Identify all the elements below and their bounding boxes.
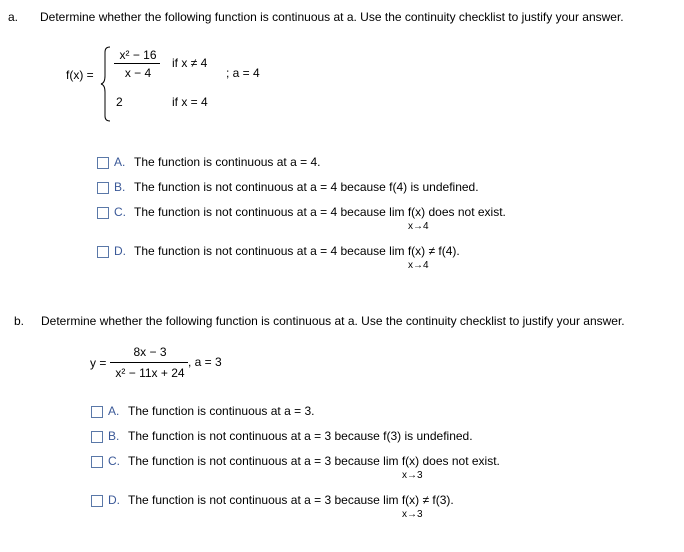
checkbox[interactable]: [91, 431, 103, 443]
limit-subscript: x→4: [408, 260, 429, 271]
fx-label: f(x) =: [66, 68, 94, 82]
choice-text: The function is not continuous at a = 3 because lim f(x) ≠ f(3).: [128, 493, 454, 507]
part-a-choice-c[interactable]: [97, 205, 657, 221]
limit-subscript: x→4: [408, 221, 429, 232]
limit-subscript: x→3: [402, 509, 423, 520]
checkbox[interactable]: [91, 406, 103, 418]
piece2-condition: if x = 4: [172, 95, 208, 109]
piecewise-brace: [100, 46, 112, 122]
limit-subscript: x→3: [402, 470, 423, 481]
choice-text: The function is not continuous at a = 4 because f(4) is undefined.: [134, 180, 479, 194]
part-b-a-value: , a = 3: [188, 355, 222, 369]
choice-text: The function is not continuous at a = 3 because lim f(x) does not exist.: [128, 454, 500, 468]
part-b-label: b.: [14, 314, 25, 328]
choice-letter: C.: [108, 454, 120, 468]
choice-text: The function is continuous at a = 4.: [134, 155, 321, 169]
choice-letter: B.: [114, 180, 126, 194]
piece1-denominator: x − 4: [124, 66, 152, 80]
part-a-label: a.: [8, 10, 19, 24]
choice-text: The function is not continuous at a = 3 because f(3) is undefined.: [128, 429, 473, 443]
part-b-choice-c[interactable]: [91, 454, 661, 470]
part-a-prompt: Determine whether the following function is continuous at a. Use the continuity checklist to justify your answer.: [40, 10, 624, 24]
piece1-numerator: x² − 16: [119, 48, 157, 62]
choice-text: The function is continuous at a = 3.: [128, 404, 315, 418]
choice-letter: C.: [114, 205, 126, 219]
piece1-condition: if x ≠ 4: [172, 56, 208, 70]
piece2-value: 2: [116, 95, 123, 109]
choice-letter: D.: [108, 493, 120, 507]
checkbox[interactable]: [97, 157, 109, 169]
part-a-choice-d[interactable]: [97, 244, 657, 260]
fraction-bar: [110, 362, 188, 363]
part-b-choice-a[interactable]: [91, 404, 661, 420]
part-b-choice-b[interactable]: [91, 429, 661, 445]
part-a-choice-b[interactable]: [97, 180, 657, 196]
choice-letter: A.: [114, 155, 126, 169]
checkbox[interactable]: [97, 207, 109, 219]
choice-letter: D.: [114, 244, 126, 258]
y-label: y =: [90, 356, 107, 370]
part-b-prompt: Determine whether the following function is continuous at a. Use the continuity checklist to justify your answer.: [41, 314, 625, 328]
checkbox[interactable]: [91, 495, 103, 507]
choice-text: The function is not continuous at a = 4 because lim f(x) ≠ f(4).: [134, 244, 460, 258]
fraction-numerator: 8x − 3: [133, 345, 167, 359]
choice-letter: B.: [108, 429, 120, 443]
choice-letter: A.: [108, 404, 120, 418]
checkbox[interactable]: [91, 456, 103, 468]
checkbox[interactable]: [97, 182, 109, 194]
piece1-fraction-bar: [114, 63, 160, 64]
fraction-denominator: x² − 11x + 24: [115, 366, 185, 380]
checkbox[interactable]: [97, 246, 109, 258]
choice-text: The function is not continuous at a = 4 because lim f(x) does not exist.: [134, 205, 506, 219]
part-b-choice-d[interactable]: [91, 493, 661, 509]
part-a-choice-a[interactable]: [97, 155, 657, 171]
part-a-a-value: ; a = 4: [226, 66, 260, 80]
